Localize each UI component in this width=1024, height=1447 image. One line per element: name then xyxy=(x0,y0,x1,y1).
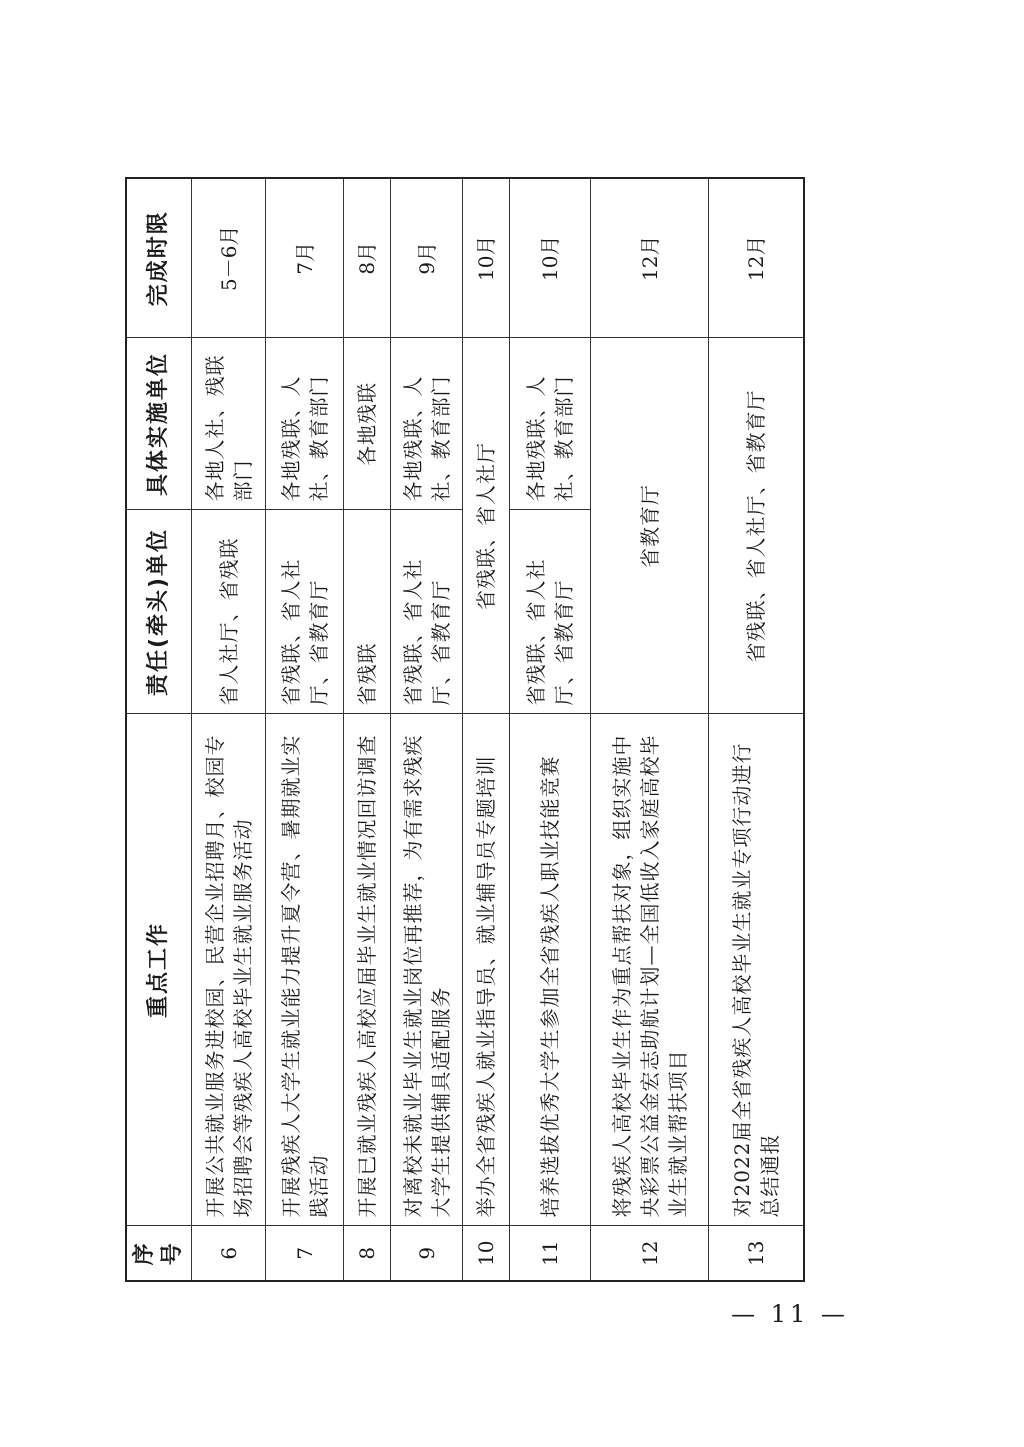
cell-deadline: 10月 xyxy=(463,178,510,338)
cell-responsible-merged: 省残联、省人社厅 xyxy=(463,338,510,714)
cell-deadline: 12月 xyxy=(709,178,804,338)
cell-seq: 7 xyxy=(266,1226,344,1281)
rotated-table-frame xyxy=(125,179,787,1282)
cell-deadline: 10月 xyxy=(510,178,591,338)
table-row xyxy=(510,178,591,1281)
page-number: — 11 — xyxy=(731,1300,849,1328)
cell-responsible: 省残联、省人社厅、省教育厅 xyxy=(266,510,344,714)
table-row xyxy=(709,178,804,1281)
cell-implementer: 各地残联 xyxy=(344,338,391,510)
cell-work: 对离校未就业毕业生就业岗位再推荐，为有需求残疾大学生提供辅具适配服务 xyxy=(391,714,463,1226)
header-implementer: 具体实施单位 xyxy=(126,338,192,510)
table-row xyxy=(192,178,266,1281)
cell-work: 培养选拔优秀大学生参加全省残疾人职业技能竞赛 xyxy=(510,714,591,1226)
cell-deadline: 12月 xyxy=(591,178,709,338)
cell-deadline: 7月 xyxy=(266,178,344,338)
work-plan-table xyxy=(125,177,805,1282)
cell-deadline: 9月 xyxy=(391,178,463,338)
header-deadline: 完成时限 xyxy=(126,178,192,338)
header-responsible: 责任(牵头)单位 xyxy=(126,510,192,714)
cell-work: 对2022届全省残疾人高校毕业生就业专项行动进行总结通报 xyxy=(709,714,804,1226)
header-work: 重点工作 xyxy=(126,714,192,1226)
cell-responsible: 省残联、省人社厅、省教育厅 xyxy=(510,510,591,714)
table-row xyxy=(344,178,391,1281)
cell-responsible: 省残联、省人社厅、省教育厅 xyxy=(391,510,463,714)
cell-work: 开展残疾人大学生就业能力提升夏令营、暑期就业实践活动 xyxy=(266,714,344,1226)
table-header-row xyxy=(126,178,192,1281)
cell-seq: 6 xyxy=(192,1226,266,1281)
cell-seq: 10 xyxy=(463,1226,510,1281)
cell-work: 开展公共就业服务进校园、民营企业招聘月、校园专场招聘会等残疾人高校毕业生就业服务活动 xyxy=(192,714,266,1226)
table-row xyxy=(463,178,510,1281)
cell-responsible: 省残联 xyxy=(344,510,391,714)
header-seq: 序号 xyxy=(126,1226,192,1281)
cell-implementer: 各地残联、人社、教育部门 xyxy=(510,338,591,510)
cell-seq: 9 xyxy=(391,1226,463,1281)
cell-implementer: 各地残联、人社、教育部门 xyxy=(266,338,344,510)
cell-seq: 11 xyxy=(510,1226,591,1281)
cell-work: 将残疾人高校毕业生作为重点帮扶对象，组织实施中央彩票公益金宏志助航计划—全国低收入家庭高校毕业生就业帮扶项目 xyxy=(591,714,709,1226)
table-row xyxy=(266,178,344,1281)
table-row xyxy=(591,178,709,1281)
cell-implementer: 各地残联、人社、教育部门 xyxy=(391,338,463,510)
cell-work: 开展已就业残疾人高校应届毕业生就业情况回访调查 xyxy=(344,714,391,1226)
table-row xyxy=(391,178,463,1281)
cell-responsible-merged: 省残联、省人社厅、省教育厅 xyxy=(709,338,804,714)
cell-seq: 13 xyxy=(709,1226,804,1281)
cell-responsible-merged: 省教育厅 xyxy=(591,338,709,714)
cell-implementer: 各地人社、残联部门 xyxy=(192,338,266,510)
cell-seq: 12 xyxy=(591,1226,709,1281)
cell-deadline: 5－6月 xyxy=(192,178,266,338)
cell-work: 举办全省残疾人就业指导员、就业辅导员专题培训 xyxy=(463,714,510,1226)
cell-deadline: 8月 xyxy=(344,178,391,338)
cell-seq: 8 xyxy=(344,1226,391,1281)
cell-responsible: 省人社厅、省残联 xyxy=(192,510,266,714)
